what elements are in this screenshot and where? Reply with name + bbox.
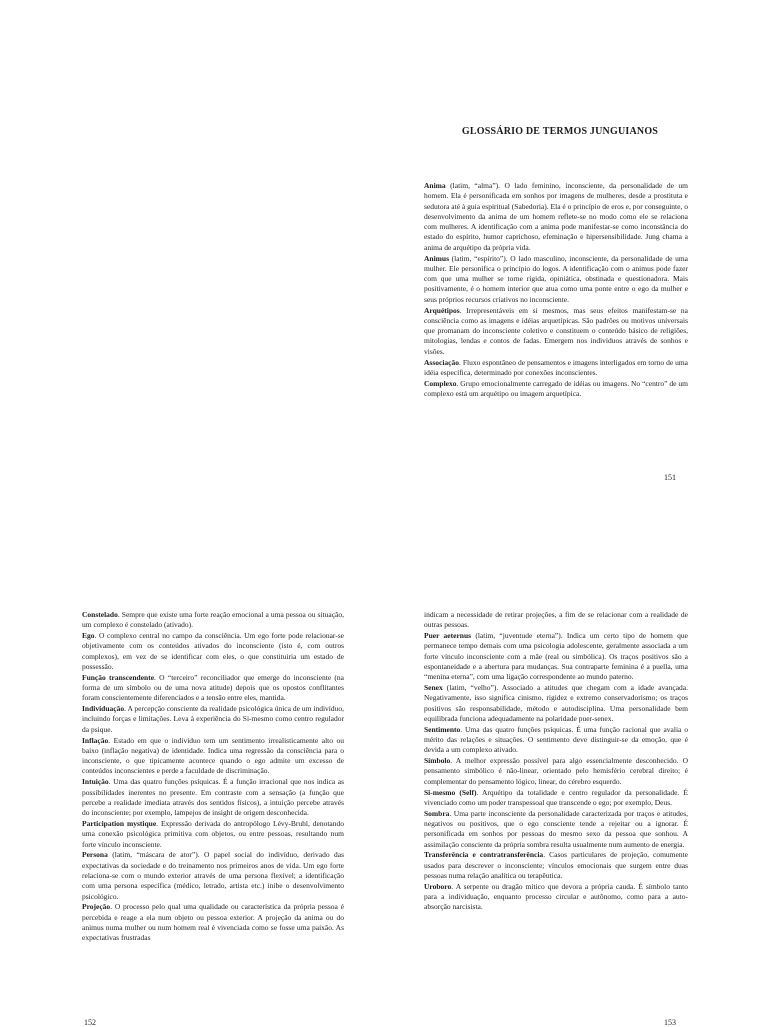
glossary-definition: . O “terceiro” reconciliador que emerge do inconsciente (na forma de um símbolo ou de uma nova atitude) depois que os opostos conflitantes foram conscientemente diferenciados e a tensão entre eles, mantida. (82, 672, 345, 703)
glossary-entry (424, 181, 688, 253)
glossary-entry (424, 882, 688, 913)
glossary-definition: . Fluxo espontâneo de pensamentos e imagens interligados em torno de uma idéia específica, determinado por conexões inconscientes. (424, 357, 688, 377)
glossary-entry (82, 610, 344, 631)
glossary-definition: . A serpente ou dragão mítico que devora a própria cauda. É símbolo tanto para a individuação, enquanto processo circular e autônomo, como para a auto-absorção narcisista. (424, 881, 688, 912)
glossary-entry (424, 756, 688, 787)
glossary-term: Projeção (82, 902, 111, 912)
glossary-term: Inflação (82, 735, 109, 745)
glossary-entry (82, 819, 344, 850)
glossary-definition: . Expressão derivada do antropólogo Lévy-Bruhl, denotando uma conexão psicológica primitiva com objetos, ou entre pessoas, resultando num forte vínculo inconsciente. (82, 818, 345, 849)
glossary-definition: (latim, “juventude eterna”). Indica um certo tipo de homem que permanece tempo demais com uma psicologia adolescente, geralmente associada a um forte vínculo inconsciente com a mãe (real ou simbólica). Os traços positivos são a espontaneidade e a abertura para mudanças. Sua contraparte feminina é a puella, uma “menina eterna”, com uma ligação correspondente ao mundo paterno. (424, 631, 688, 682)
glossary-term: Símbolo (424, 756, 451, 766)
glossary-term: Puer aeternus (424, 631, 472, 641)
glossary-term: Individuação (82, 704, 125, 714)
glossary-definition: . Grupo emocionalmente carregado de idéias ou imagens. No “centro” de um complexo está um arquétipo ou imagem arquetípica. (424, 378, 688, 398)
glossary-definition: indicam a necessidade de retirar projeções, a fim de se relacionar com a realidade de outras pessoas. (424, 610, 688, 630)
glossary-definition: (latim, “velho”). Associado a atitudes que chegam com a idade avançada. Negativamente, isso significa cinismo, rigidez e extremo conservadorismo; os traços positivos são responsabilidade, método e autodisciplina. Uma personalidade bem equilibrada funciona adequadamente na polaridade puer-senex. (424, 683, 688, 723)
glossary-column-bottom-left (82, 610, 344, 944)
glossary-definition: . A melhor expressão possível para algo essencialmente desconhecido. O pensamento simbólico é não-linear, orientado pelo hemisfério cerebral direito; é complementar do pensamento lógico, linear, do cérebro esquerdo. (424, 756, 688, 786)
glossary-entry (82, 777, 344, 818)
page-number: 151 (664, 473, 676, 482)
glossary-entry (424, 788, 688, 809)
glossary-entry (82, 704, 344, 735)
glossary-definition: . Uma das quatro funções psíquicas. É a função irracional que nos indica as possibilidades inerentes no presente. Em contraste com a sensação (a função que percebe a realidade imediata através dos sentidos físicos), a intuição percebe através do inconsciente; por exemplo, lampejos de insight de origem desconhecida. (82, 777, 344, 818)
glossary-column-top (424, 181, 688, 400)
glossary-entry (424, 850, 688, 881)
glossary-entry (424, 725, 688, 756)
glossary-definition: . O complexo central no campo da consciência. Um ego forte pode relacionar-se objetivamente com os conteúdos ativados do inconsciente (isto é, com outros complexos), em vez de se identificar com eles, o que constituiria um estado de possessão. (82, 631, 344, 671)
glossary-entry (424, 306, 688, 357)
glossary-definition: . Estado em que o indivíduo tem um sentimento irrealisticamente alto ou baixo (inflação negativa) de identidade. Indica uma regressão da consciência para o inconsciente, o que tipicamente acontece quando o ego admite um excesso de conteúdos inconscientes e perde a faculdade de discriminação. (82, 735, 344, 776)
glossary-term: Participation mystique (82, 818, 157, 828)
glossary-definition: (latim, “alma”). O lado feminino, inconsciente, da personalidade de um homem. Ela é personificada em sonhos por imagens de mulheres, desde a prostituta e sedutora até à guia espiritual (Sabedoria). Ela é o princípio de eros e, por conseguinte, o desenvolvimento da anima de um homem reflete-se no modo como ele se relaciona com mulheres. A identificação com a anima pode manifestar-se como inconstância do estado do espírito, humor caprichoso, efeminação e hipersensibilidade. Jung chama a anima de arquétipo da própria vida. (424, 181, 688, 252)
glossary-definition: . A percepção consciente da realidade psicológica única de um indivíduo, incluindo forças e limitações. Leva à experiência do Si-mesmo como centro regulador da psique. (82, 704, 344, 734)
glossary-definition: (latim, “máscara de ator”). O papel social do indivíduo, derivado das expectativas da sociedade e do treinamento nos primeiros anos de vida. Um ego forte relaciona-se com o mundo exterior através de uma persona flexível; a identificação com uma persona específica (médico, letrado, artista etc.) inibe o desenvolvimento psicológico. (82, 850, 344, 901)
glossary-term: Sombra (424, 808, 450, 818)
glossary-entry (82, 631, 344, 672)
glossary-definition: (latim, “espírito”). O lado masculino, inconsciente, da personalidade de uma mulher. Ele personifica o princípio do logos. A identificação com o animus pode fazer com que uma mulher se torne rígida, opiniática, obstinada e questionadora. Mais positivamente, é o homem interior que atua como uma ponte entre o ego da mulher e seus próprios recursos criativos no inconsciente. (424, 253, 688, 304)
glossary-term: Intuição (82, 777, 109, 787)
glossary-entry (424, 610, 688, 631)
glossary-definition: . Uma das quatro funções psíquicas. É uma função racional que avalia o mérito das relações e situações. O sentimento deve distinguir-se da emoção, que é devida a um complexo ativado. (424, 724, 688, 755)
glossary-term: Sentimento (424, 724, 461, 734)
glossary-term: Persona (82, 850, 108, 860)
glossary-term: Complexo (424, 378, 457, 388)
glossary-entry (424, 683, 688, 724)
glossary-term: Uroboro (424, 881, 452, 891)
glossary-column-bottom-right (424, 610, 688, 913)
glossary-term: Arquétipos (424, 305, 460, 315)
glossary-term: Animus (424, 253, 450, 263)
glossary-term: Constelado (82, 610, 118, 619)
glossary-term: Transferência e contratransferência (424, 850, 544, 860)
glossary-entry (82, 850, 344, 901)
page-title: GLOSSÁRIO DE TERMOS JUNGUIANOS (461, 126, 659, 137)
glossary-term: Anima (424, 181, 446, 190)
glossary-definition: . O processo pelo qual uma qualidade ou característica da própria pessoa é percebida e reage a ela num objeto ou pessoa exterior. A projeção da anima ou do animus numa mulher ou num homem real é vivenciada como se fosse uma paixão. As expectativas frustradas (82, 902, 344, 943)
glossary-term: Senex (424, 683, 443, 693)
glossary-entry (424, 254, 688, 305)
glossary-entry (82, 902, 344, 943)
glossary-entry (82, 673, 344, 704)
glossary-definition: . Sempre que existe uma forte reação emocional a uma pessoa ou situação, um complexo é constelado (ativado). (82, 610, 344, 630)
glossary-term: Si-mesmo (Self) (424, 787, 477, 797)
glossary-definition: . Irrepresentáveis em si mesmos, mas seus efeitos manifestam-se na consciência como as imagens e idéias arquetípicas. São padrões ou motivos universais que promanam do inconsciente coletivo e constituem o conteúdo básico de religiões, mitologias, lendas e contos de fadas. Emergem nos indivíduos através de sonhos e visões. (424, 305, 688, 356)
glossary-term: Função transcendente (82, 672, 155, 682)
glossary-entry (424, 809, 688, 850)
glossary-entry (424, 631, 688, 682)
glossary-entry (424, 358, 688, 379)
glossary-entry (424, 379, 688, 400)
glossary-term: Ego (82, 631, 95, 641)
page-number: 153 (664, 1018, 676, 1027)
glossary-definition: . Arquétipo da totalidade e centro regulador da personalidade. É vivenciado como um poder transpessoal que transcende o ego; por exemplo, Deus. (424, 787, 688, 807)
glossary-definition: . Uma parte inconsciente da personalidade caracterizada por traços e atitudes, negativos ou positivos, que o ego consciente tende a rejeitar ou a ignorar. É personificada em sonhos por pessoas do mesmo sexo da pessoa que sonhou. A assimilação consciente da própria sombra resulta usualmente num aumento de energia. (424, 808, 688, 849)
glossary-definition: . Casos particulares de projeção, comumente usados para descrever o inconsciente; vínculos emocionais que surgem entre duas pessoas numa relação analítica ou terapêutica. (424, 850, 688, 880)
page-number: 152 (84, 1018, 96, 1027)
glossary-entry (82, 736, 344, 777)
glossary-term: Associação (424, 357, 459, 367)
